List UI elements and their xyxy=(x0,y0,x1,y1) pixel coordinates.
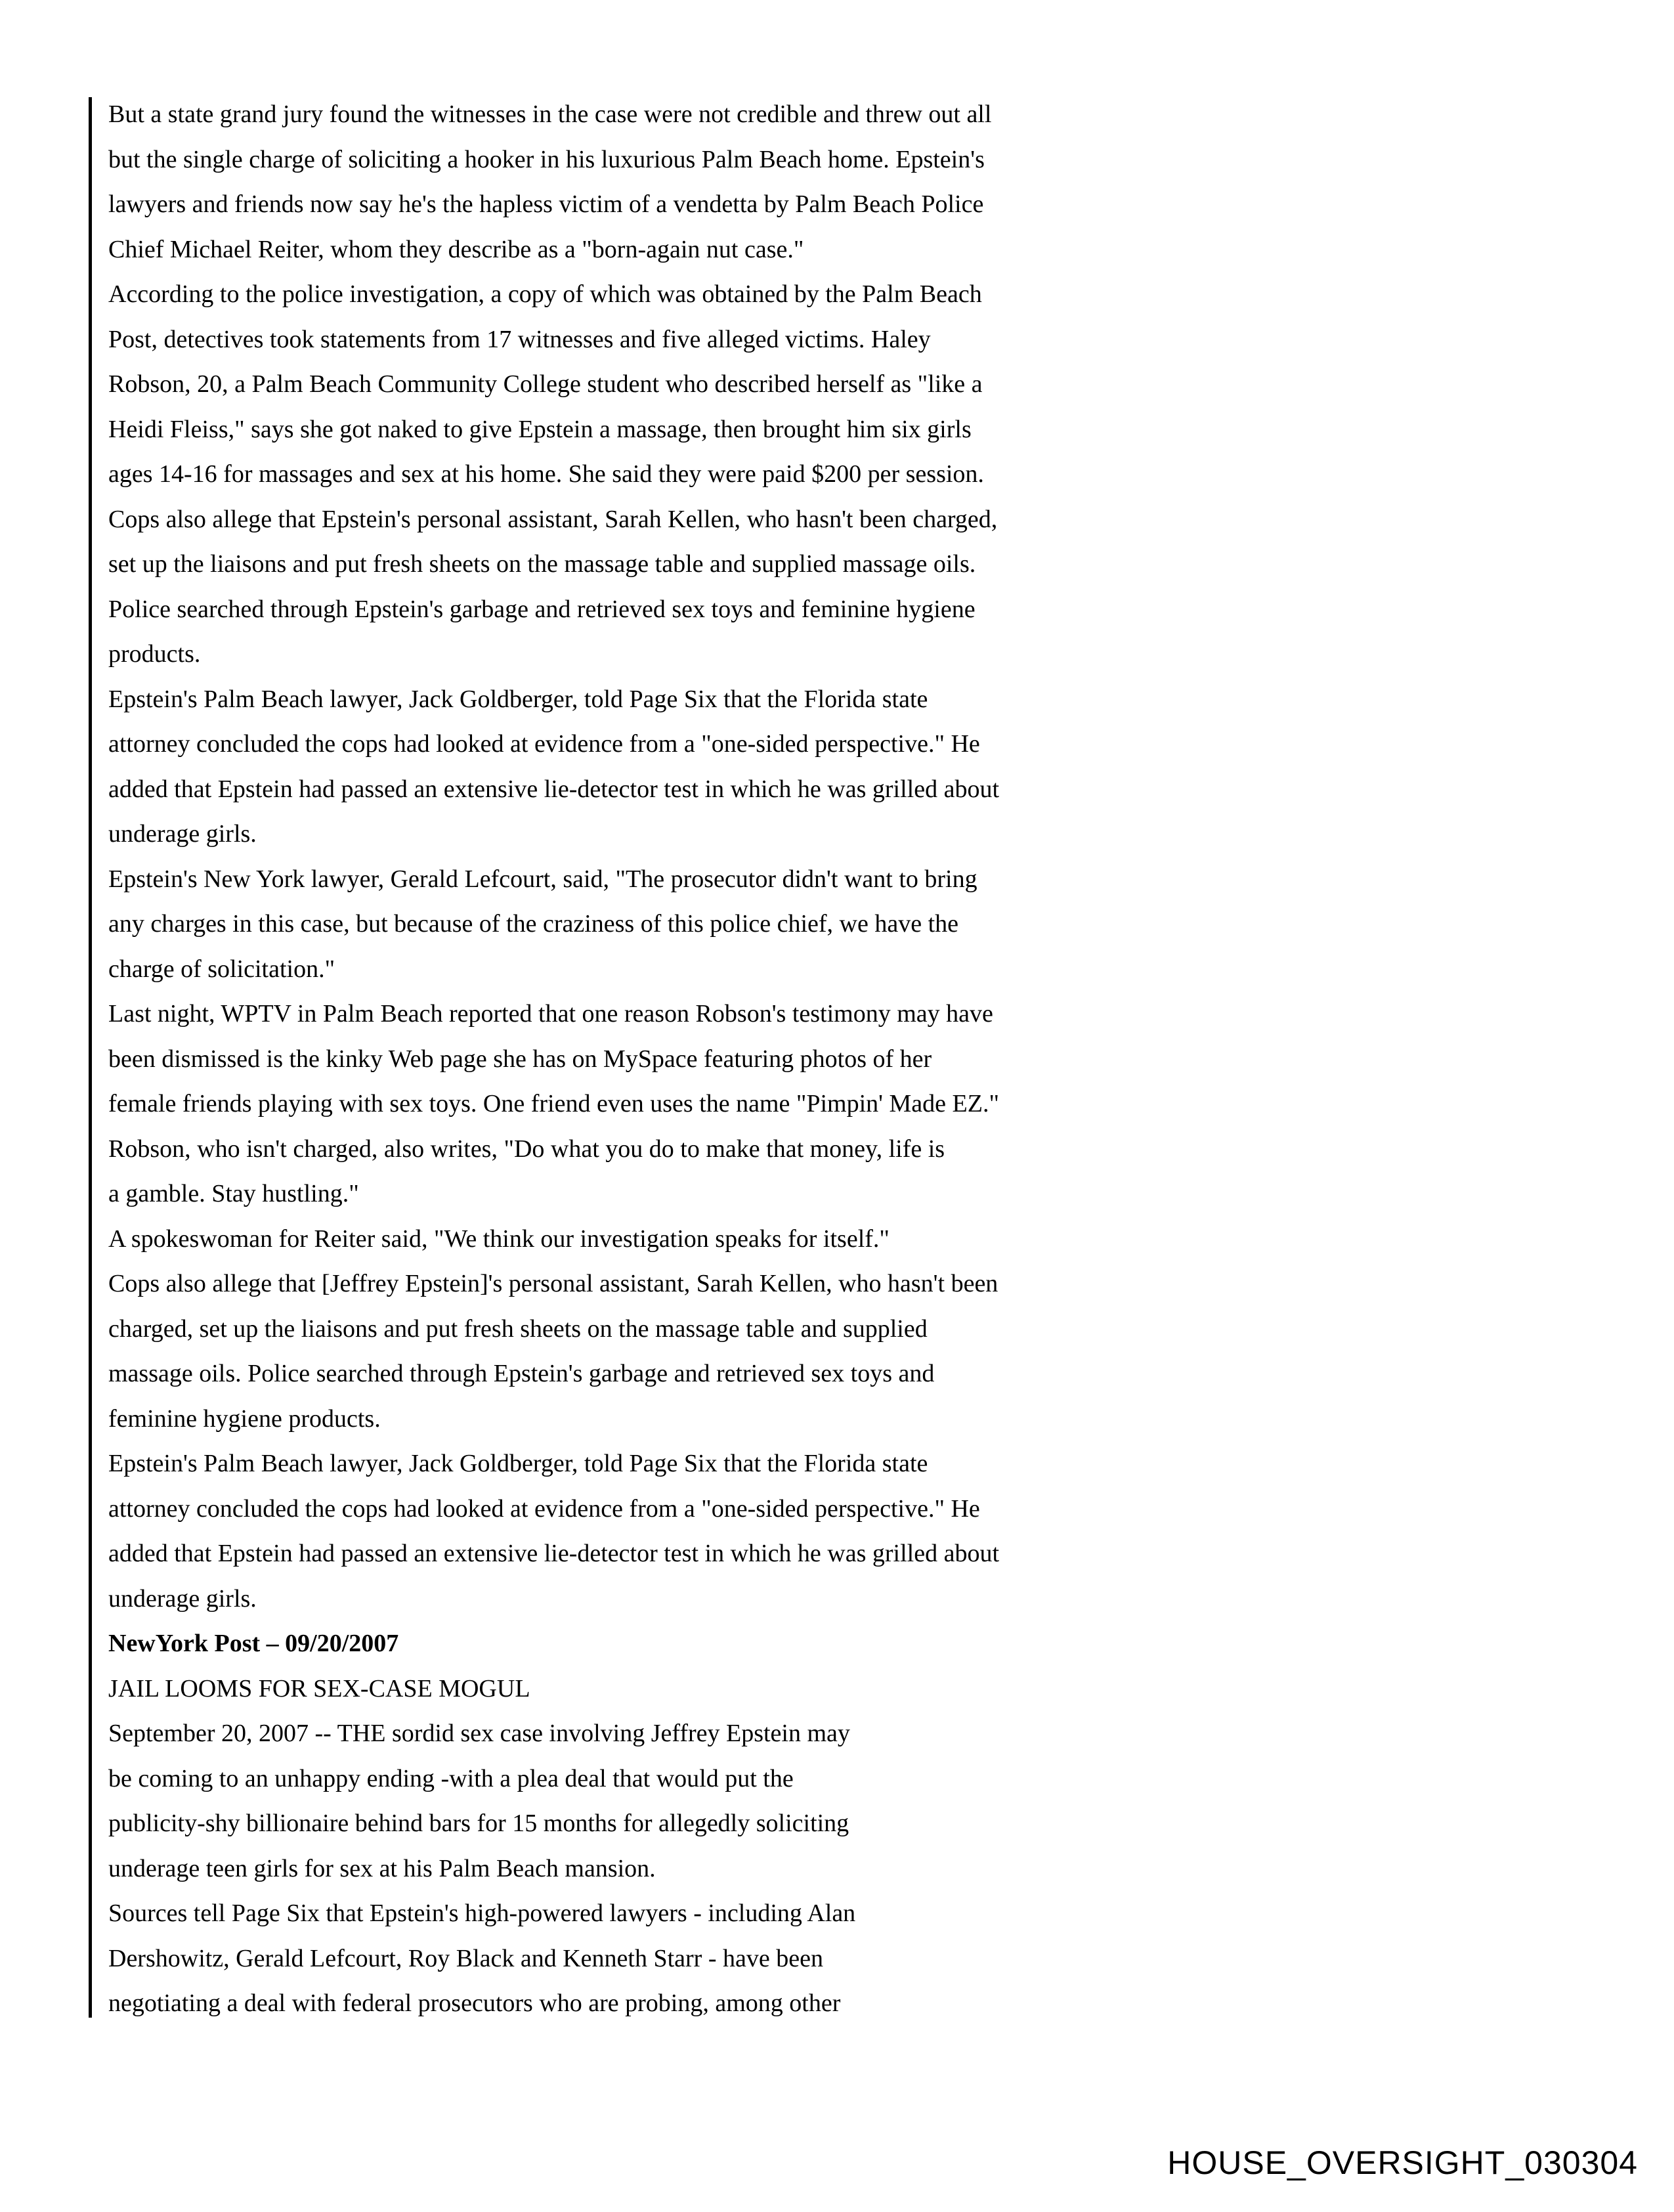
text-line: attorney concluded the cops had looked at evidence from a "one-sided perspective." He xyxy=(108,1494,980,1523)
text-line: Robson, 20, a Palm Beach Community College student who described herself as "like a xyxy=(108,370,983,398)
text-line: Last night, WPTV in Palm Beach reported that one reason Robson's testimony may have xyxy=(108,1000,993,1028)
text-line: Chief Michael Reiter, whom they describe as a "born-again nut case." xyxy=(108,235,804,263)
text-line: be coming to an unhappy ending -with a plea deal that would put the xyxy=(108,1764,794,1792)
text-line: any charges in this case, but because of the craziness of this police chief, we have the xyxy=(108,910,959,938)
text-line: a gamble. Stay hustling." xyxy=(108,1180,359,1207)
text-line: charge of solicitation." xyxy=(108,955,335,983)
text-line: feminine hygiene products. xyxy=(108,1404,381,1433)
text-line: attorney concluded the cops had looked at evidence from a "one-sided perspective." He xyxy=(108,730,980,758)
text-line: Heidi Fleiss," says she got naked to give Epstein a massage, then brought him six girls xyxy=(108,415,972,443)
text-line: been dismissed is the kinky Web page she has on MySpace featuring photos of her xyxy=(108,1045,932,1073)
text-line: Cops also allege that [Jeffrey Epstein]'s personal assistant, Sarah Kellen, who hasn't been xyxy=(108,1270,998,1297)
text-line: underage teen girls for sex at his Palm Beach mansion. xyxy=(108,1854,656,1882)
text-line: products. xyxy=(108,640,201,668)
text-line: Dershowitz, Gerald Lefcourt, Roy Black and Kenneth Starr - have been xyxy=(108,1944,823,1972)
text-line: set up the liaisons and put fresh sheets on the massage table and supplied massage oils. xyxy=(108,550,976,578)
text-line: Robson, who isn't charged, also writes, "Do what you do to make that money, life is xyxy=(108,1135,945,1163)
text-line: JAIL LOOMS FOR SEX-CASE MOGUL xyxy=(108,1674,530,1702)
document-body xyxy=(108,92,1126,2026)
text-line: lawyers and friends now say he's the hapless victim of a vendetta by Palm Beach Police xyxy=(108,190,984,218)
text-line: According to the police investigation, a copy of which was obtained by the Palm Beach xyxy=(108,280,982,308)
text-line: Post, detectives took statements from 17 witnesses and five alleged victims. Haley xyxy=(108,325,931,353)
text-line: added that Epstein had passed an extensive lie-detector test in which he was grilled about xyxy=(108,1540,1000,1567)
text-line: but the single charge of soliciting a hooker in his luxurious Palm Beach home. Epstein's xyxy=(108,145,985,173)
text-line: Police searched through Epstein's garbage and retrieved sex toys and feminine hygiene xyxy=(108,595,976,623)
text-line: added that Epstein had passed an extensive lie-detector test in which he was grilled about xyxy=(108,775,1000,803)
text-line: Sources tell Page Six that Epstein's high-powered lawyers - including Alan xyxy=(108,1899,856,1927)
text-line: Epstein's New York lawyer, Gerald Lefcourt, said, "The prosecutor didn't want to bring xyxy=(108,865,977,893)
text-line: publicity-shy billionaire behind bars for 15 months for allegedly soliciting xyxy=(108,1810,849,1837)
text-line: But a state grand jury found the witnesses in the case were not credible and threw out all xyxy=(108,100,992,128)
text-line: September 20, 2007 -- THE sordid sex case involving Jeffrey Epstein may xyxy=(108,1720,850,1747)
text-line: massage oils. Police searched through Epstein's garbage and retrieved sex toys and xyxy=(108,1360,935,1387)
text-line: underage girls. xyxy=(108,1584,257,1613)
text-line: Cops also allege that Epstein's personal assistant, Sarah Kellen, who hasn't been charged, xyxy=(108,505,998,533)
text-line: charged, set up the liaisons and put fresh sheets on the massage table and supplied xyxy=(108,1314,928,1343)
text-line: female friends playing with sex toys. One friend even uses the name "Pimpin' Made EZ." xyxy=(108,1090,999,1117)
text-line: Epstein's Palm Beach lawyer, Jack Goldberger, told Page Six that the Florida state xyxy=(108,1450,928,1477)
article-source-heading: NewYork Post – 09/20/2007 xyxy=(108,1630,399,1657)
text-line: underage girls. xyxy=(108,820,257,848)
bates-number: HOUSE_OVERSIGHT_030304 xyxy=(1167,2144,1638,2181)
text-line: Epstein's Palm Beach lawyer, Jack Goldberger, told Page Six that the Florida state xyxy=(108,685,928,713)
text-line: A spokeswoman for Reiter said, "We think our investigation speaks for itself." xyxy=(108,1225,890,1253)
text-line: ages 14-16 for massages and sex at his home. She said they were paid $200 per session. xyxy=(108,460,984,488)
revision-change-bar xyxy=(89,97,92,2018)
text-line: negotiating a deal with federal prosecutors who are probing, among other xyxy=(108,1989,841,2017)
